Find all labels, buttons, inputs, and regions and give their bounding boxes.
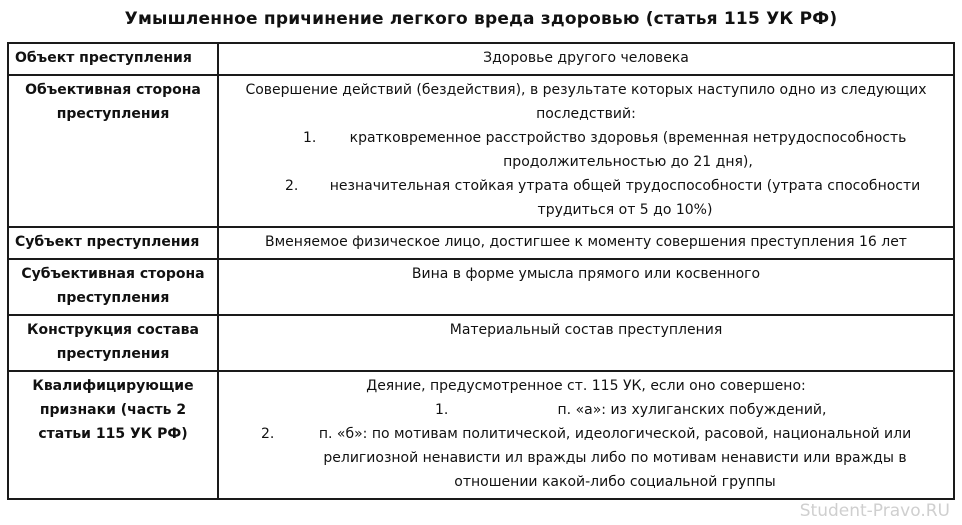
qualifying-signs-list [225,398,947,494]
row-label-subjective-side: Субъективная сторона преступления [8,259,218,315]
list-item-number: 2. [285,178,299,194]
list-item [225,398,947,422]
qualifying-signs-intro: Деяние, предусмотренное ст. 115 УК, если оно совершено: [366,378,806,394]
row-value-construction: Материальный состав преступления [218,315,954,371]
consequences-list [225,126,947,222]
table-row-objective-side [8,75,954,227]
row-value-qualifying-signs [218,371,954,499]
table-row-subject [8,227,954,259]
table-row-construction [8,315,954,371]
table-row-qualifying-signs [8,371,954,499]
list-item [225,126,947,174]
page-title: Умышленное причинение легкого вреда здоровью (статья 115 УК РФ) [124,9,838,29]
row-value-objective-side [218,75,954,227]
list-item-text: незначительная стойкая утрата общей трудоспособности (утрата способности трудиться от 5 до 10%) [329,178,921,218]
watermark: Student-Pravo.RU [799,501,950,521]
list-item [225,422,947,494]
list-item-text: кратковременное расстройство здоровья (временная нетрудоспособность продолжительностью до 21 дня), [349,130,907,170]
list-item [225,174,947,222]
table-row-subjective-side [8,259,954,315]
list-item-text: п. «б»: по мотивам политической, идеологической, расовой, национальной или религиозной ненависти ил вражды либо по мотивам ненависти или вражды в отношении какой-либо социальной группы [318,426,912,490]
table-row-object [8,43,954,75]
row-label-qualifying-signs: Квалифицирующие признаки (часть 2 статьи 115 УК РФ) [8,371,218,499]
row-label-subject: Субъект преступления [8,227,218,259]
row-value-subjective-side: Вина в форме умысла прямого или косвенного [218,259,954,315]
row-value-subject: Вменяемое физическое лицо, достигшее к моменту совершения преступления 16 лет [218,227,954,259]
row-value-object: Здоровье другого человека [218,43,954,75]
objective-side-intro: Совершение действий (бездействия), в результате которых наступило одно из следующих последствий: [245,82,927,122]
row-label-construction: Конструкция состава преступления [8,315,218,371]
list-item-number: 1. [303,130,317,146]
list-item-number: 2. [261,426,275,442]
row-label-objective-side: Объективная сторона преступления [8,75,218,227]
list-item-text: п. «а»: из хулиганских побуждений, [557,402,827,418]
list-item-number: 1. [435,402,449,418]
crime-elements-table [7,42,955,500]
row-label-object: Объект преступления [8,43,218,75]
